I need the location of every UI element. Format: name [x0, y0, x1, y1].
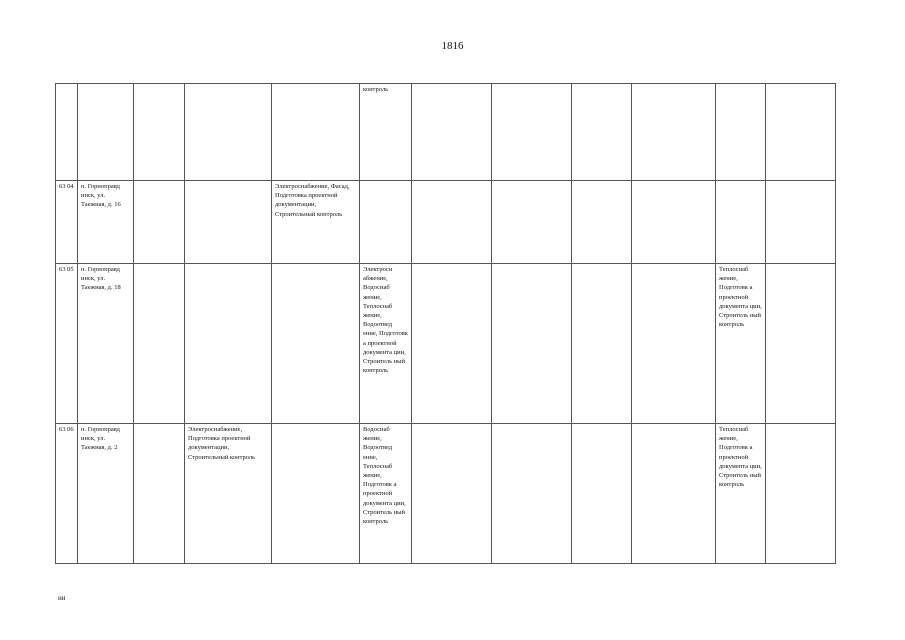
work-list-cell: Электроснабжение, Подготовка проектной документации, Строительный контроль: [185, 424, 272, 564]
work-list-cell: Теплоснаб жение, Подготовк а проектной документа ции, Строитель ный контроль: [716, 424, 766, 564]
table-cell: [412, 84, 492, 181]
table-cell: [572, 264, 632, 424]
page-number: 1816: [441, 40, 464, 52]
table-cell: [185, 264, 272, 424]
table-cell: [412, 181, 492, 264]
table-cell: [766, 264, 836, 424]
table-cell: [412, 264, 492, 424]
address-cell: п. Горноправд инск, ул. Таежная, д. 2: [78, 424, 134, 564]
table-row: [56, 424, 836, 564]
works-table: [55, 83, 836, 564]
table-cell: [492, 84, 572, 181]
work-list-cell: [716, 181, 766, 264]
table-cell: [632, 264, 716, 424]
work-list-cell: Водоснаб жение, Водоотвед ение, Теплоснаб жение, Подготовк а проектной документа ции, Строитель ный контроль: [360, 424, 412, 564]
table-cell: [185, 84, 272, 181]
row-number: 63 04: [56, 181, 78, 264]
table-cell: [412, 424, 492, 564]
work-list-cell: [716, 84, 766, 181]
table-row: [56, 264, 836, 424]
work-list-cell: Теплоснаб жение, Подготовк а проектной документа ции, Строитель ный контроль: [716, 264, 766, 424]
table-cell: [632, 181, 716, 264]
table-row: [56, 84, 836, 181]
work-list-cell: [272, 264, 360, 424]
footer-mark: ии: [58, 594, 66, 602]
work-list-cell: [360, 181, 412, 264]
table-cell: [492, 181, 572, 264]
table-cell: [492, 424, 572, 564]
table-cell: [134, 84, 185, 181]
table-cell: [766, 424, 836, 564]
table-cell: [632, 84, 716, 181]
table-cell: [134, 181, 185, 264]
table-cell: [766, 181, 836, 264]
table-cell: [572, 84, 632, 181]
table-cell: [572, 181, 632, 264]
table-cell: [572, 424, 632, 564]
address-cell: п. Горноправд инск, ул. Таежная, д. 16: [78, 181, 134, 264]
row-number: 63 06: [56, 424, 78, 564]
work-list-cell: Электросн абжение, Водоснаб жение, Теплоснаб жение, Водоотвед ение, Подготовк а проектной документа ции, Строитель ный контроль: [360, 264, 412, 424]
row-number: [56, 84, 78, 181]
table-cell: [766, 84, 836, 181]
table-cell: [185, 181, 272, 264]
address-cell: [78, 84, 134, 181]
work-list-cell: контроль: [360, 84, 412, 181]
work-list-cell: [272, 84, 360, 181]
table-cell: [492, 264, 572, 424]
table-cell: [134, 264, 185, 424]
work-list-cell: Электроснабжение, Фасад, Подготовка проектной документации, Строительный контроль: [272, 181, 360, 264]
address-cell: п. Горноправд инск, ул. Таежная, д. 18: [78, 264, 134, 424]
table-row: [56, 181, 836, 264]
table-cell: [272, 424, 360, 564]
table-cell: [134, 424, 185, 564]
table-cell: [632, 424, 716, 564]
row-number: 63 05: [56, 264, 78, 424]
